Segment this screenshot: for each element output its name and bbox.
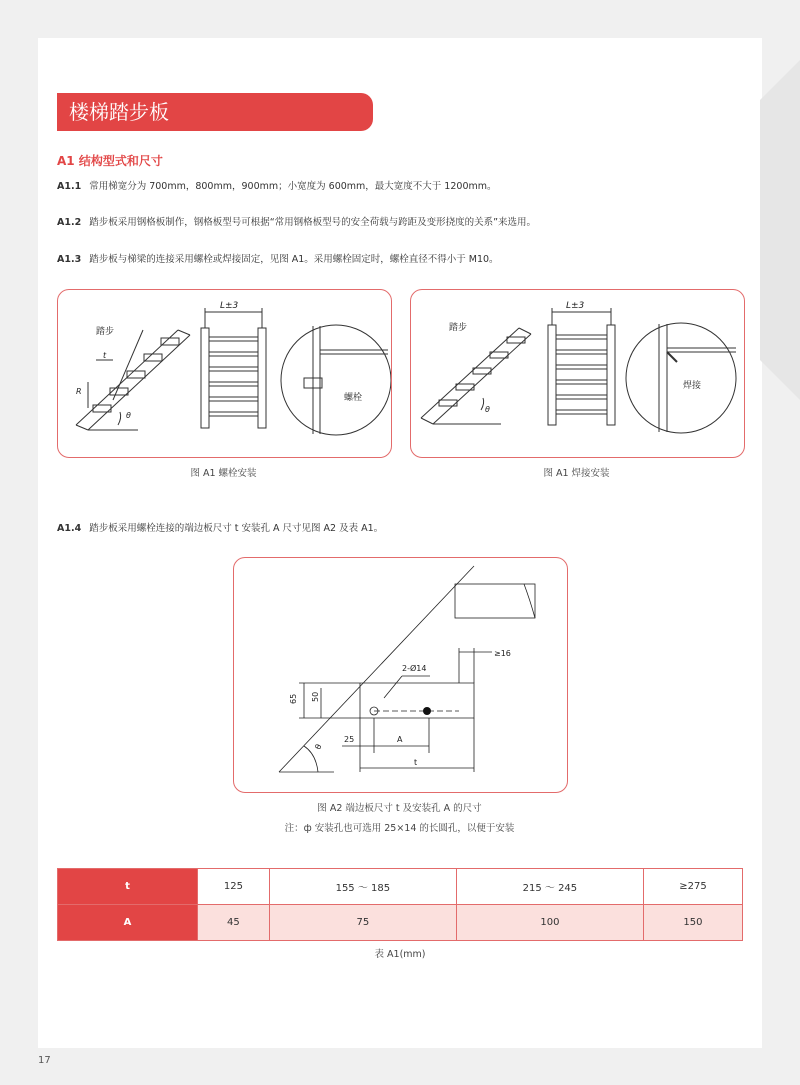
paragraph-a1-4 — [57, 520, 383, 534]
paragraph-number: A1.1 — [57, 181, 82, 192]
step-label: 踏步 — [96, 327, 115, 337]
bolt-installation-drawing — [58, 290, 391, 457]
min-16-label: ≥16 — [494, 649, 511, 658]
length-label: L±3 — [220, 301, 239, 311]
table-cell: ≥275 — [643, 869, 742, 905]
hole-label: 2-Ø14 — [402, 664, 427, 673]
section-heading: A1 结构型式和尺寸 — [57, 154, 163, 168]
figure-a2 — [233, 557, 568, 793]
table-row — [58, 905, 743, 941]
row-header: t — [58, 869, 198, 905]
end-plate-dimension-drawing — [234, 558, 567, 792]
theta-label: θ — [313, 742, 324, 751]
table-caption: 表 A1(mm) — [374, 949, 426, 960]
dim-a-label: A — [397, 735, 403, 744]
paragraph-a1-1 — [57, 178, 497, 192]
t-label: t — [103, 351, 107, 360]
paragraph-text: 常用梯宽分为 700mm，800mm，900mm；小宽度为 600mm，最大宽度不大于 1200mm。 — [89, 181, 497, 192]
table-cell: 150 — [643, 905, 742, 941]
paragraph-a1-2 — [57, 214, 536, 228]
figure-a1-weld — [410, 289, 745, 458]
table-cell: 155 ～ 185 — [269, 869, 456, 905]
paragraph-number: A1.2 — [57, 217, 82, 228]
r-label: R — [76, 387, 82, 396]
dim-50-label: 50 — [311, 691, 320, 702]
figure-a1-bolt — [57, 289, 392, 458]
paragraph-number: A1.4 — [57, 523, 82, 534]
page-title: 楼梯踏步板 — [57, 93, 373, 131]
table-cell: 45 — [198, 905, 270, 941]
weld-installation-drawing — [411, 290, 744, 457]
figure-a2-caption: 图 A2 端边板尺寸 t 及安装孔 A 的尺寸 — [317, 803, 482, 814]
theta-label: θ — [485, 405, 490, 414]
dim-65-label: 65 — [289, 693, 298, 704]
step-label: 踏步 — [449, 323, 468, 333]
length-label: L±3 — [566, 301, 585, 311]
figure-a1-weld-caption: 图 A1 焊接安装 — [543, 468, 610, 479]
figure-a1-bolt-caption: 图 A1 螺栓安装 — [190, 468, 257, 479]
table-cell: 125 — [198, 869, 270, 905]
table-cell: 215 ～ 245 — [456, 869, 643, 905]
table-cell: 100 — [456, 905, 643, 941]
dim-t-label: t — [414, 758, 418, 767]
paragraph-text: 踏步板采用螺栓连接的端边板尺寸 t 安装孔 A 尺寸见图 A2 及表 A1。 — [89, 523, 384, 534]
paragraph-text: 踏步板与梯梁的连接采用螺栓或焊接固定，见图 A1。采用螺栓固定时，螺栓直径不得小于 M10。 — [89, 254, 499, 265]
paragraph-a1-3 — [57, 251, 499, 265]
figure-a2-note: 注：ф 安装孔也可选用 25×14 的长圆孔，以便于安装 — [284, 823, 515, 834]
mounting-hole — [423, 707, 431, 715]
paragraph-text: 踏步板采用钢格板制作，钢格板型号可根据“常用钢格板型号的安全荷载与跨距及变形挠度的关系”来选用。 — [89, 217, 537, 228]
dimension-table — [57, 868, 743, 941]
bolt-label: 螺栓 — [344, 393, 363, 403]
corner-decoration — [760, 60, 800, 400]
page-number: 17 — [38, 1055, 51, 1066]
theta-label: θ — [126, 411, 131, 420]
table-cell: 75 — [269, 905, 456, 941]
row-header: A — [58, 905, 198, 941]
weld-label: 焊接 — [683, 381, 702, 391]
dim-25-label: 25 — [344, 735, 355, 744]
table-row — [58, 869, 743, 905]
paragraph-number: A1.3 — [57, 254, 82, 265]
